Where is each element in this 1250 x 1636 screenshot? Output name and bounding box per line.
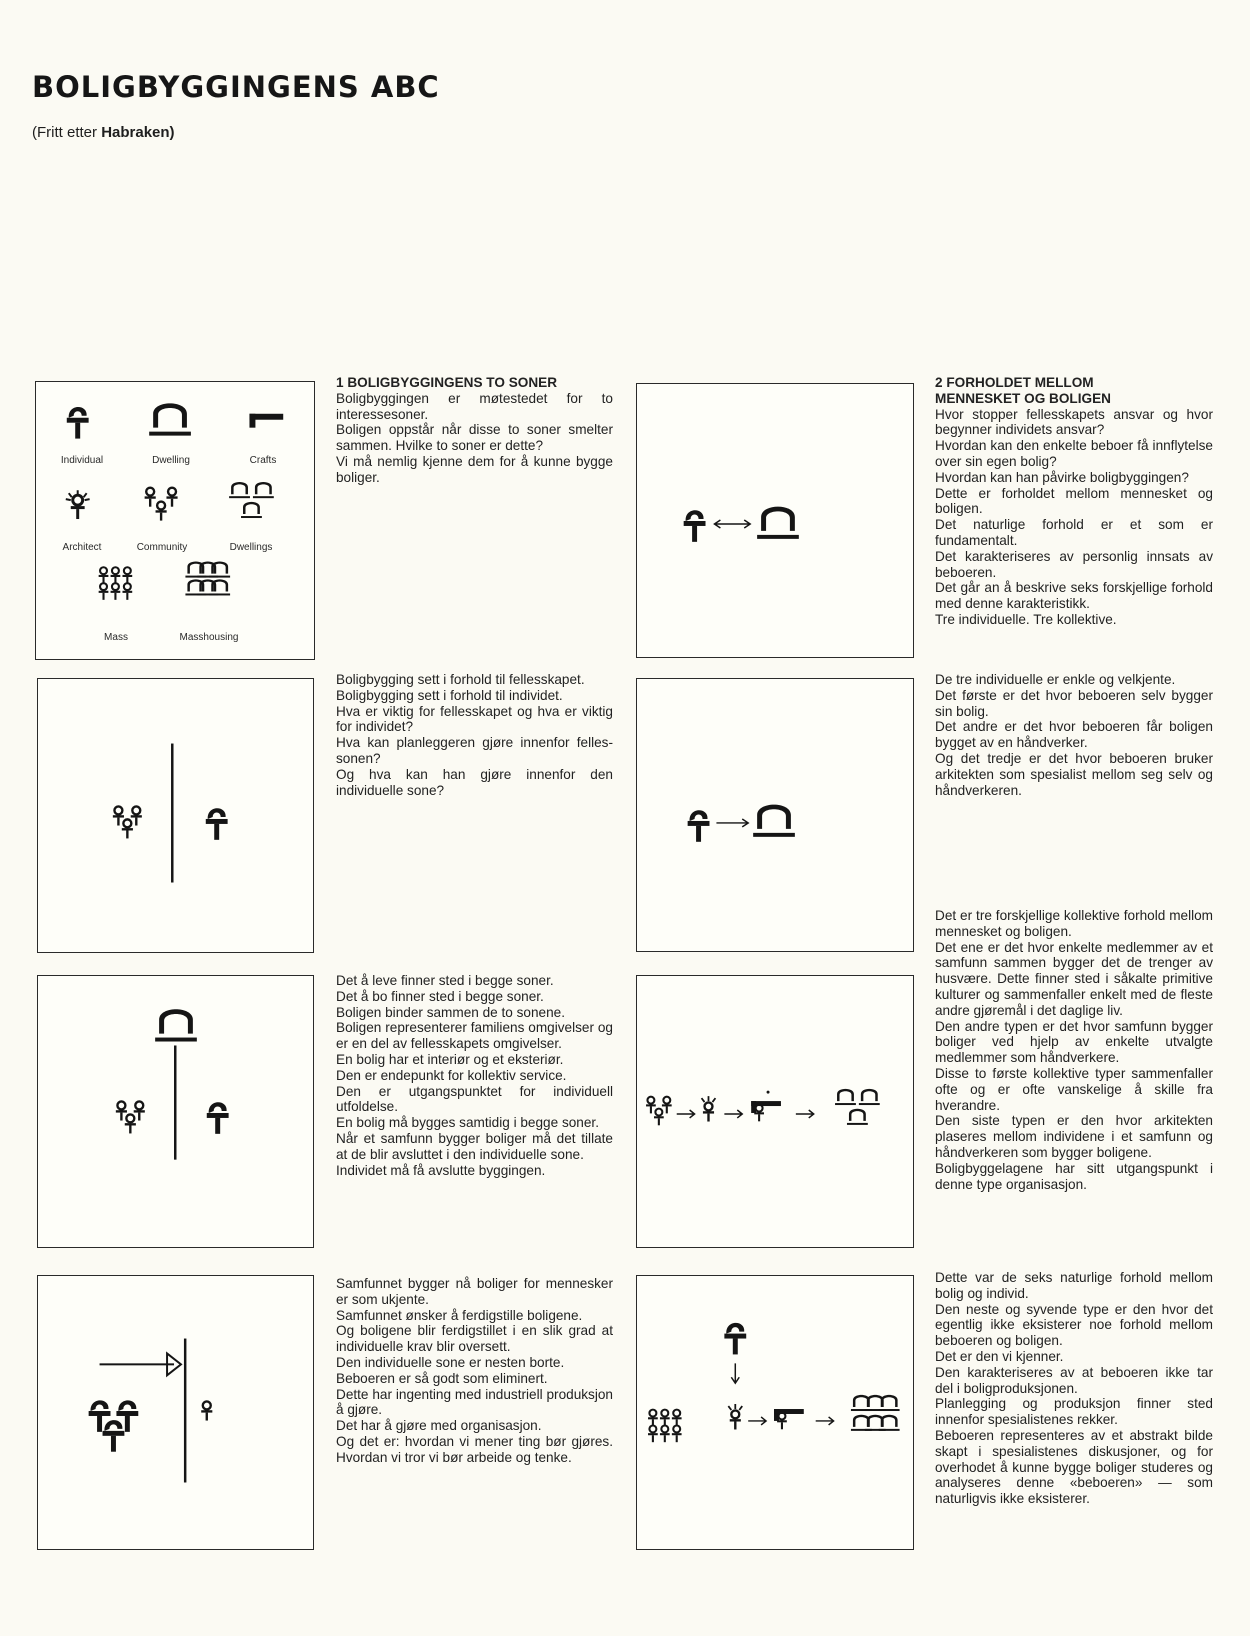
text-c (336, 973, 613, 1178)
section2-p7: Det går an å beskrive seks forskjellige forhold med denne karakteristikk. (935, 580, 1213, 612)
text-b-p2: Boligbygging sett i forhold til individet. (336, 687, 563, 703)
text-c-p10: Individet må få avslutte byggingen. (336, 1162, 546, 1178)
diagram-community-svg (38, 1276, 313, 1549)
text-f-p5: Den siste typen er den hvor arkitekten plaseres mellom individene i et samfunn og håndverkeren som bygger boligene. (935, 1113, 1213, 1160)
text-c-p1: Det å leve finner sted i begge soner. (336, 973, 554, 988)
legend-dwelling: Dwelling (152, 455, 190, 466)
diagram-individual-dwelling-svg (637, 384, 913, 657)
diagram-two-zones (37, 678, 314, 953)
section2-p6: Det karakteriseres av personlig innsats av beboeren. (935, 548, 1213, 580)
section2-p8: Tre individuelle. Tre kollektive. (935, 611, 1117, 627)
text-b-p4: Hva kan planleggeren gjøre innenfor felles-sonen? (336, 735, 613, 766)
text-f-p6: Boligbyggelagene har sitt utgangspunkt i denne type organisasjon. (935, 1160, 1213, 1192)
text-c-p5: En bolig har et interiør og et eksteriør. (336, 1051, 564, 1067)
legend-individual: Individual (60, 455, 104, 466)
page-title: BOLIGBYGGINGENS ABC (32, 70, 440, 104)
dwelling-symbol (149, 403, 191, 435)
subtitle-prefix: (Fritt etter (32, 124, 98, 141)
section2-p1: Hvor stopper fellesskapets ansvar og hvor begynner individets ansvar? (935, 406, 1213, 438)
text-d-p1: Samfunnet bygger nå boliger for mennesker er som ukjente. (336, 1276, 613, 1307)
section1-p1: Boligbyggingen er møtestedet for to interessesoner. (336, 390, 613, 422)
text-d (336, 1276, 613, 1466)
text-c-p8: En bolig må bygges samtidig i begge soner. (336, 1115, 599, 1131)
diagram-dwelling-svg (38, 976, 313, 1247)
text-d-p7: Det har å gjøre med organisasjon. (336, 1418, 542, 1434)
text-f-p4: Disse to første kollektive typer sammenfaller ofte og er ofte vanskelige å skille fra hverandre. (935, 1065, 1213, 1113)
text-c-p2: Det å bo finner sted i begge soner. (336, 988, 544, 1004)
text-g-p2: Den neste og syvende type er den hvor det egentlig ikke eksisterer noe forhold mellom beboeren og boligen. (935, 1301, 1213, 1349)
text-e-p2: Det første er det hvor beboeren selv bygger sin bolig. (935, 687, 1213, 719)
text-d-p8: Og det er: hvordan vi mener ting bør gjøres. Hvordan vi tror vi bør arbeide og tenke. (336, 1433, 613, 1465)
dwellings-symbol (229, 482, 274, 518)
text-d-p6: Dette har ingenting med industriell produksjon å gjøre. (336, 1386, 613, 1418)
text-d-p3: Og boligene blir ferdigstillet i en slik grad at individuelle krav blir oversett. (336, 1323, 613, 1355)
text-d-p4: Den individuelle sone er nesten borte. (336, 1354, 565, 1370)
legend-crafts: Crafts (249, 455, 277, 466)
text-b (336, 672, 613, 798)
diagram-community-builds (37, 1275, 314, 1550)
text-d-p5: Beboeren er så godt som eliminert. (336, 1370, 548, 1386)
text-c-p9: Når et samfunn bygger boliger må det tillate at de blir avsluttet i den individuelle sone. (336, 1130, 613, 1162)
text-g-p5: Planlegging og produksjon finner sted innenfor spesialistenes rekker. (935, 1396, 1213, 1428)
text-g-p4: Den karakteriseres av at beboeren ikke tar del i boligproduksjonen. (935, 1364, 1213, 1396)
text-c-p3: Boligen binder sammen de to sonene. (336, 1004, 565, 1020)
text-d-p2: Samfunnet ønsker å ferdigstille boligene. (336, 1307, 583, 1323)
subtitle-author: Habraken) (101, 124, 175, 141)
text-f-p2: Det ene er det hvor enkelte medlemmer av et samfunn sammen bygger det de trenger av husvære. Dette finner sted i såkalte primitive kulturer og sammenfaller enkelt med de fleste andre gjøremål i det daglige liv. (935, 939, 1213, 1018)
text-e-p1: De tre individuelle er enkle og velkjente. (935, 672, 1176, 687)
text-f-p1: Det er tre forskjellige kollektive forhold mellom mennesket og boligen. (935, 908, 1213, 939)
text-c-p6: Den er endepunkt for kollektiv service. (336, 1067, 567, 1083)
text-g-p3: Det er den vi kjenner. (935, 1348, 1064, 1364)
masshousing-symbol (185, 561, 230, 595)
text-c-p4: Boligen representerer familiens omgivelser og er en del av fellesskapets omgivelser. (336, 1020, 613, 1052)
diagram-two-zones-svg (38, 679, 313, 952)
legend-masshousing: Masshousing (179, 632, 239, 643)
text-g (935, 1270, 1213, 1507)
text-e-p3: Det andre er det hvor beboeren får boligen bygget av en håndverker. (935, 719, 1213, 751)
legend-mass: Mass (104, 632, 128, 643)
section1-text (336, 375, 613, 486)
diagram-mass-chain (636, 1275, 914, 1550)
text-g-p1: Dette var de seks naturlige forhold mellom bolig og individ. (935, 1270, 1213, 1301)
text-b-p5: Og hva kan han gjøre innenfor den individuelle sone? (336, 766, 613, 798)
diagram-collective-chain (636, 975, 914, 1248)
architect-symbol (66, 490, 90, 519)
crafts-symbol (249, 414, 283, 428)
text-f (935, 908, 1213, 1192)
individual-symbol (67, 407, 89, 439)
legend-architect: Architect (62, 542, 102, 553)
section2-p2: Hvordan kan den enkelte beboer få innflytelse over sin egen bolig? (935, 438, 1213, 469)
diagram-individual-dwelling (636, 383, 914, 658)
text-b-p1: Boligbygging sett i forhold til fellesskapet. (336, 672, 585, 687)
text-c-p7: Den er utgangspunktet for individuell utfoldelse. (336, 1083, 613, 1115)
section2-p5: Det naturlige forhold er et som er fundamentalt. (935, 517, 1213, 548)
mass-symbol (99, 567, 133, 600)
legend-community: Community (136, 542, 188, 553)
section1-heading: 1 BOLIGBYGGINGENS TO SONER (336, 375, 558, 390)
diagram-individual-builds (636, 678, 914, 952)
legend-box (35, 381, 315, 660)
diagram-individual-builds-svg (637, 679, 913, 951)
text-e-p4: Og det tredje er det hvor beboeren bruker arkitekten som spesialist mellom seg selv og håndverkeren. (935, 750, 1213, 798)
community-symbol (145, 488, 178, 521)
diagram-mass-chain-svg (637, 1276, 913, 1549)
section2-p3: Hvordan kan han påvirke boligbyggingen? (935, 469, 1189, 485)
text-g-p6: Beboeren representeres av et abstrakt bilde skapt i spesialistenes diskusjoner, og for overhodet å kunne bygge boliger studeres og analyseres denne «beboeren» — som naturligvis ikke eksisterer. (935, 1427, 1213, 1507)
page-subtitle (32, 124, 175, 141)
section2-text (935, 375, 1213, 628)
legend-symbols (36, 382, 314, 659)
text-e (935, 672, 1213, 798)
text-b-p3: Hva er viktig for fellesskapet og hva er viktig for individet? (336, 703, 613, 735)
diagram-dwelling-between-zones (37, 975, 314, 1248)
legend-dwellings: Dwellings (229, 542, 273, 553)
section2-p4: Dette er forholdet mellom mennesket og boligen. (935, 485, 1213, 517)
section2-heading-1: 2 FORHOLDET MELLOM (935, 375, 1094, 390)
section1-p2: Boligen oppstår når disse to soner smelter sammen. Hvilke to soner er dette? (336, 422, 613, 454)
diagram-collective-chain-svg (637, 976, 913, 1247)
section1-p3: Vi må nemlig kjenne dem for å kunne bygge boliger. (336, 453, 613, 485)
section2-heading-2: MENNESKET OG BOLIGEN (935, 390, 1111, 406)
text-f-p3: Den andre typen er det hvor samfunn bygger boliger ved hjelp av enkelte utvalgte medlemmer som håndverkere. (935, 1018, 1213, 1066)
